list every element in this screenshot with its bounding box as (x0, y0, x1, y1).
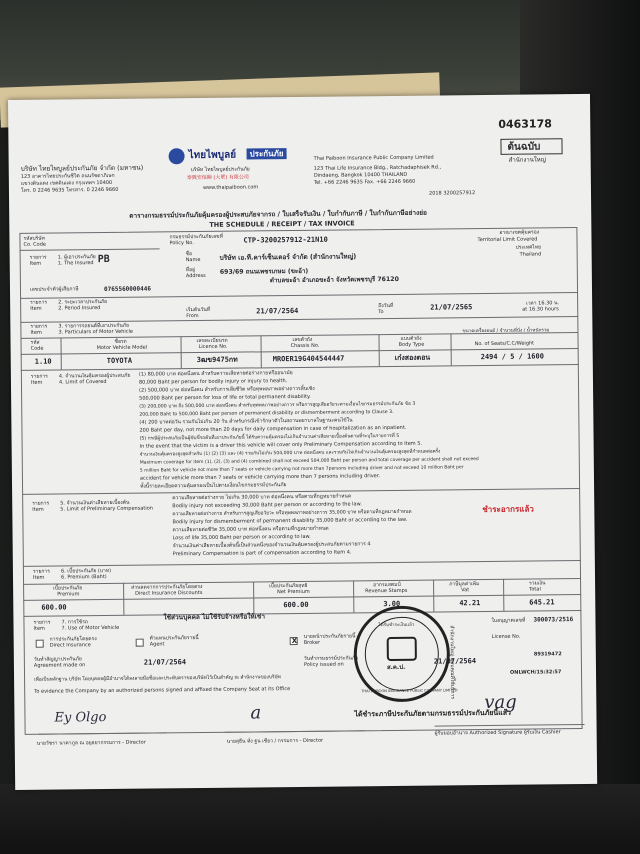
coverage-line: (4) 200 บาทต่อวัน รวมกันไม่เกิน 20 วัน สำหรับกรณีเข้ารักษาตัวในสถานพยาบาลในฐานะคนไข้ใน (139, 417, 353, 426)
coverage-line: (1) 80,000 บาท ต่อหนึ่งคน สำหรับความเสียหายต่อร่างกายหรืออนามัย (138, 370, 293, 378)
col-net: เบี้ยประกันภัยสุทธิ (269, 582, 308, 590)
address-label: ที่อยู่ (185, 267, 196, 274)
vehicle-chassis: MROER19G404544447 (272, 354, 345, 364)
coverage-row-label: 4. จำนวนเงินคุ้มครองผู้ประสบภัย (58, 372, 131, 380)
from-label-en: From (186, 313, 199, 320)
seal-sub-text: ได้รับชำระเงินแล้ว (378, 622, 415, 629)
preliminary-line: จำนวนเงินค่าเสียหายเบื้องต้นนี้เป็นส่วนหนึ่งของจำนวนเงินคุ้มครองผู้ประสบภัยตามรายการ 4 (172, 541, 371, 550)
col-size-en: No. of Seats/C.C/Weight (474, 340, 535, 348)
insured-row-label-en: 1. The Insured (57, 260, 94, 267)
issue-date: 21/07/2564 (433, 657, 477, 666)
coverage-line: 200,000 Baht to 500,000 Baht per person of permanent disability or dismemberment according to Clause 3. (139, 409, 394, 418)
issue-date-label-en: Policy issued on (303, 661, 344, 668)
coverage-line: 80,000 Baht per person for bodily injury or injury to health. (138, 378, 288, 386)
col-licence: เลขทะเบียนรถ (196, 337, 228, 345)
company-address-en-2: Dindaeng, Bangkok 10400 THAILAND (313, 171, 408, 179)
time-note-en: at 16.30 hours (522, 306, 559, 313)
broker-label-en: Broker (303, 639, 321, 646)
premium-value: 600.00 (41, 603, 67, 612)
copy-label-box (500, 138, 562, 155)
insured-address-2: ตำบลขะอ้า อำเภอขะอ้า จังหวัดเพชรบุรี 76120 (269, 275, 399, 285)
licence-number: 300073/2516 (533, 616, 574, 624)
preliminary-line: ความเสียหายต่อร่างกาย ไม่เกิน 30,000 บาท ต่อหนึ่งคน หรือตามที่กฎหมายกำหนด (172, 493, 352, 502)
vehicle-size: 2494 / 5 / 1600 (480, 352, 544, 362)
col-stamp-en: Revenue Stamps (365, 587, 408, 595)
signature-cashier: vag (484, 691, 517, 714)
logo-badge: ประกันภัย (247, 148, 287, 160)
agent-label-en: Agent (149, 641, 165, 648)
premium-row-label: 6. เบี้ยประกันภัย (บาท) (60, 567, 112, 575)
col-vat: ภาษีมูลค่าเพิ่ม (449, 581, 480, 588)
direct-label-en: Direct Insurance (49, 642, 91, 649)
period-row-label: 2. ระยะเวลาประกันภัย (58, 298, 108, 306)
broker-check-mark: X (291, 637, 298, 646)
witness-text-th: เพื่อเป็นหลักฐาน บริษัท โดยบุคคลผู้มีอำนาจได้ลงลายมือชื่อและประทับตราของบริษัทไว้เป็นสำคัญ ณ สำนักงานของบริษัท (34, 675, 281, 683)
company-tel-th: โทร. 0 2246 9635 โทรสาร. 0 2246 9660 (20, 186, 119, 194)
col-chassis-en: Chassis No. (290, 342, 320, 350)
taxid-label: เลขประจำตัวผู้เสียภาษี (29, 286, 79, 293)
net-premium-value: 600.00 (283, 600, 309, 610)
to-label: ถึงวันที่ (378, 302, 394, 310)
direct-insurance-checkbox (36, 640, 44, 648)
col-discount-en: Direct Insurance Discounts (135, 589, 203, 597)
col-chassis: เลขตัวถัง (292, 336, 313, 344)
seal-emblem-icon (387, 637, 417, 661)
insured-row-label: 1. ผู้เอาประกันภัย (57, 254, 96, 261)
territory-label: อาณาเขตคุ้มครอง (499, 229, 540, 236)
taxid-value: 0765560000446 (103, 285, 151, 294)
total-value: 645.21 (529, 598, 555, 607)
signature-director-2-name: นายสุธีน หั่ง ฐน เชียว / กรรมการ - Director (226, 737, 324, 745)
company-name-th: บริษัท ไทยไพบูลย์ประกันภัย จำกัด (มหาชน) (20, 163, 144, 173)
item-label-6: รายการ (32, 568, 50, 575)
broker-label: นายหน้าประกันภัยรายนี้ (303, 633, 356, 640)
territory-value-en: Thailand (519, 251, 542, 258)
signature-director-1-name: นายวัชรา นาคาภูล ณ อยุธยากรรมการ - Director (36, 739, 146, 747)
logo-text: ไทยไพบูลย์ (188, 149, 237, 162)
company-website: www.thaipaiboon.com (202, 184, 259, 191)
col-code: รหัส (30, 339, 40, 346)
address-label-en: Address (185, 272, 206, 280)
coverage-line: Maximum coverage for item (1), (2), (3) and (4) combined shall not exceed 504,000 Baht per person and total coverage per accident shall not exceed (139, 457, 479, 466)
col-size: ขนาดเครื่องยนต์ / จำนวนที่นั่ง / น้ำหนักรวม (462, 328, 550, 335)
item-label-2-en: Item (30, 305, 42, 312)
from-date: 21/07/2564 (256, 306, 299, 316)
company-address-en-1: 123 Thai Life Insurance Bldg., Ratchadaphisek Rd., (313, 164, 442, 172)
coverage-line: (5) กรณีผู้ประสบภัยเป็นผู้ขับขี่รถคันที่เอาประกันภัยนี้ ได้รับความคุ้มครองไม่เกินจำนวนค่าเสียหายเบื้องต้นตามที่ระบุในรายการที่ 5 (139, 433, 400, 442)
col-code-en: Code (30, 345, 44, 352)
premium-row-label-en: 6. Premium (Baht) (60, 573, 107, 581)
coverage-line: accident for vehicle more than 7 seats or vehicle carrying more than 7 persons including driver. (139, 473, 380, 482)
agreement-date-label-en: Agreement made on (33, 662, 86, 669)
item-label-4-en: Item (30, 379, 43, 386)
stamp-value: 3.00 (383, 599, 401, 609)
coverage-line: 500,000 Baht per person for loss of life or total permanent disability. (139, 393, 311, 402)
issue-date-label: วันทำกรมธรรม์ประกันภัย (303, 655, 359, 662)
preliminary-row-label-en: 5. Limit of Preliminary Compensation (60, 505, 153, 513)
seal-center-text: ส.ค.ป. (386, 663, 406, 672)
preliminary-line: Preliminary Compensation is part of compensation according to Item 4. (172, 549, 352, 558)
policy-number: CTP-3200257912-21N10 (243, 235, 328, 245)
coverage-line: จำนวนเงินคุ้มครองสูงสุดสำหรับ (1) (2) (3) และ (4) รวมกันไม่เกิน 504,000 บาท ต่อหนึ่งคน และรวมกันไม่เกินจำนวนเงินคุ้มครองสูงสุดที่กำหนดต่อครั้ง (139, 449, 441, 458)
territory-value-th: ประเทศไทย (515, 244, 542, 251)
item-label-2: รายการ (30, 299, 48, 306)
company-logo (168, 145, 293, 166)
coverage-line: 200 Baht per day, not more than 20 days for daily compensation in case of hospitalization as an inpatient. (139, 424, 407, 434)
col-discount: ส่วนลดจากการประกันภัยโดยตรง (131, 583, 203, 591)
reference-code: 2018 3200257912 (428, 190, 476, 197)
to-label-en: To (378, 309, 384, 316)
policy-label: กรมธรรม์ประกันภัยเลขที่ (169, 233, 223, 241)
policy-label-en: Policy No. (169, 240, 194, 247)
col-premium: เบี้ยประกันภัย (53, 585, 83, 592)
logo-emblem-icon (169, 148, 185, 164)
code-label-en: Co. Code (23, 241, 47, 248)
col-licence-en: Licence No. (198, 343, 228, 351)
col-model-en: Motor Vehicle Model (96, 344, 148, 352)
document-title-th: ตารางกรมธรรม์ประกันภัยคุ้มครองผู้ประสบภัยจากรถ / ใบเสร็จรับเงิน / ใบกำกับภาษี / ใบกำกับภาษีอย่างย่อ (129, 208, 427, 220)
coverage-line: 5 million Baht for vehicle not more than 7 seats or vehicle carrying not more than 7persons including driver and not exceed 10 million Baht per (139, 465, 464, 474)
licence-label: ใบอนุญาตเลขที่ (491, 617, 526, 624)
tax-paid-stamp: ได้ชำระภาษีประกันภัยตามกรมธรรม์ประกันภัยนี้แล้ว (354, 708, 511, 719)
item-label-3: รายการ (30, 323, 48, 330)
seal-ring-text: THAI PAIBOON INSURANCE PUBLIC COMPANY LIMITED (361, 688, 458, 694)
agreement-date: 21/07/2564 (143, 658, 187, 667)
coverage-line: (3) 200,000 บาท ถึง 500,000 บาท ต่อหนึ่งคน สำหรับทุพพลภาพอย่างถาวร หรือการสูญเสียอวัยวะตามเงื่อนไขกรมธรรม์ประกันภัย ข้อ 3 (139, 401, 416, 410)
coverage-line: In the event that the victim is a driver this vehicle will cover only Preliminary Compensation according to Item 5. (139, 440, 423, 450)
insurance-policy-document (8, 94, 597, 790)
witness-text-en: To evidence the Company by an authorized persons signed and affixed the Company Seat at its Office (34, 686, 291, 695)
direct-label: การประกันภัยโดยตรง (49, 636, 97, 643)
col-net-en: Net Premium (277, 588, 310, 596)
item-label-6-en: Item (32, 574, 45, 581)
signature-director-2: a (250, 702, 262, 724)
broker-checkbox (290, 637, 298, 645)
agent-label: ตัวแทนประกันภัยรายนี้ (149, 635, 199, 642)
col-body: แบบตัวถัง (400, 335, 422, 342)
item-label-1-en: Item (29, 260, 42, 267)
insured-address-1: 693/69 ถนนเพชรเกษม (ขะอ้า) (219, 267, 309, 276)
period-row-label-en: 2. Period Insured (58, 305, 101, 312)
copy-label: ต้นฉบับ (507, 141, 541, 153)
company-tel-en: Tel. +66 2246 9635 Fax. +66 2246 9660 (313, 178, 416, 186)
item-label-7: รายการ (33, 619, 51, 626)
item-label-1: รายการ (29, 254, 47, 261)
reference-number-2: ONLWCH/15:32:57 (509, 669, 562, 676)
col-total: รวมเงิน (529, 580, 546, 587)
preliminary-line: ความเสียหายต่อชีวิต 35,000 บาท ต่อหนึ่งคน หรือตามที่กฎหมายกำหนด (172, 525, 329, 534)
usage-note: ใช้ส่วนบุคคล ไม่ใช้รับจ้างหรือให้เช่า (163, 612, 265, 622)
territory-label-en: Territorial Limit Covered (477, 236, 538, 244)
paid-stamp: ชำระอากรแล้ว (482, 504, 534, 515)
document-title-en: THE SCHEDULE / RECEIPT / TAX INVOICE (209, 219, 355, 229)
vehicle-model: TOYOTA (106, 356, 133, 365)
name-label: ชื่อ (185, 251, 193, 258)
preliminary-line: ความเสียหายต่อร่างกาย สำหรับการสูญเสียอวัยวะ หรือทุพพลภาพอย่างถาวร 35,000 บาท หรือตามที่กฎหมายกำหนด (172, 509, 412, 518)
signature-cashier-label: ผู้รับมอบอำนาจ Authorized Signature ผู้รับเงิน Cashier (434, 729, 561, 737)
agent-checkbox (136, 639, 144, 647)
item-label-7-en: Item (33, 625, 45, 632)
insured-code: PB (97, 253, 110, 266)
code-label: รหัสบริษัท (23, 235, 45, 242)
company-address-th-1: 123 อาคารไทยประกันชีวิต ถนนรัชดาภิเษก (20, 172, 115, 180)
vehicle-row-label-en: 3. Particulars of Motor Vehicle (58, 328, 134, 336)
logo-subtitle-th: บริษัท ไทยไพบูลย์ประกันภัย (190, 166, 250, 174)
vehicle-licence: 3ฒข9475กท (196, 355, 238, 365)
licence-label-en: License No. (491, 633, 521, 640)
vehicle-row-label: 3. รายการรถยนต์ที่เอาประกันภัย (58, 322, 130, 330)
coverage-line: (2) 500,000 บาท ต่อหนึ่งคน สำหรับการเสียชีวิต หรือทุพพลภาพอย่างถาวรสิ้นเชิง (139, 385, 315, 394)
office-label: สำนักงานใหญ่ (508, 156, 546, 164)
company-address-th-2: แขวงดินแดง เขตดินแดง กรุงเทพฯ 10400 (20, 179, 113, 187)
agreement-date-label: วันทำสัญญาประกันภัย (33, 656, 82, 663)
vehicle-body: เก๋งสองตอน (394, 353, 431, 362)
col-premium-en: Premium (57, 591, 80, 598)
vat-value: 42.21 (459, 599, 481, 608)
vehicle-code: 1.10 (34, 357, 52, 366)
item-label-5-en: Item (32, 506, 44, 513)
usage-row-label-en: 7. Use of Motor Vehicle (61, 624, 120, 632)
preliminary-line: Bodily injury not exceeding 30,000 Baht per person or according to the law. (172, 501, 362, 510)
preliminary-line: Loss of life 35,000 Baht per person or according to law. (172, 533, 311, 542)
company-name-en: Thai Paiboon Insurance Public Company Limited (313, 154, 434, 162)
time-note: เวลา 16.30 น. (526, 300, 560, 307)
usage-row-label: 7. การใช้รถ (61, 619, 88, 626)
col-vat-en: Vat (461, 587, 470, 594)
seal-vertical-text: สำนักงานใหญ่ ขอบคุณที่ใช้บริการ (448, 625, 456, 700)
preliminary-row-label: 5. จำนวนเงินค่าเสียหายเบื้องต้น (60, 499, 130, 507)
coverage-row-label-en: 4. Limit of Covered (58, 378, 107, 386)
serial-number: 0463178 (498, 117, 552, 131)
reference-number-1: 89319472 (533, 651, 562, 658)
item-label-5: รายการ (32, 500, 50, 507)
col-total-en: Total (529, 586, 541, 593)
name-label-en: Name (185, 256, 201, 264)
col-stamp: อากรแสตมป์ (373, 581, 401, 589)
from-label: เริ่มต้นวันที่ (186, 306, 211, 314)
coverage-line: ทั้งนี้รายละเอียดความคุ้มครองเป็นไปตามเงื่อนไขกรมธรรม์ประกันภัย (140, 482, 287, 490)
insured-name: บริษัท เอ.ที.คาร์เซ็นเตอร์ จำกัด (สำนักงานใหญ่) (219, 252, 357, 262)
preliminary-line: Bodily injury for dismemberment of permanent disability 35,000 Baht or according to the law. (172, 516, 408, 526)
background-bottom (0, 784, 640, 854)
logo-chinese-name: 泰興安保險 (大眾) 有限公司 (186, 174, 249, 182)
item-label-4: รายการ (30, 373, 48, 380)
signature-director-1: Ey Olgo (54, 710, 107, 726)
item-label-3-en: Item (30, 329, 42, 336)
col-model: ชื่อรถ (114, 338, 127, 345)
col-body-en: Body Type (398, 341, 425, 348)
to-date: 21/07/2565 (430, 303, 473, 312)
